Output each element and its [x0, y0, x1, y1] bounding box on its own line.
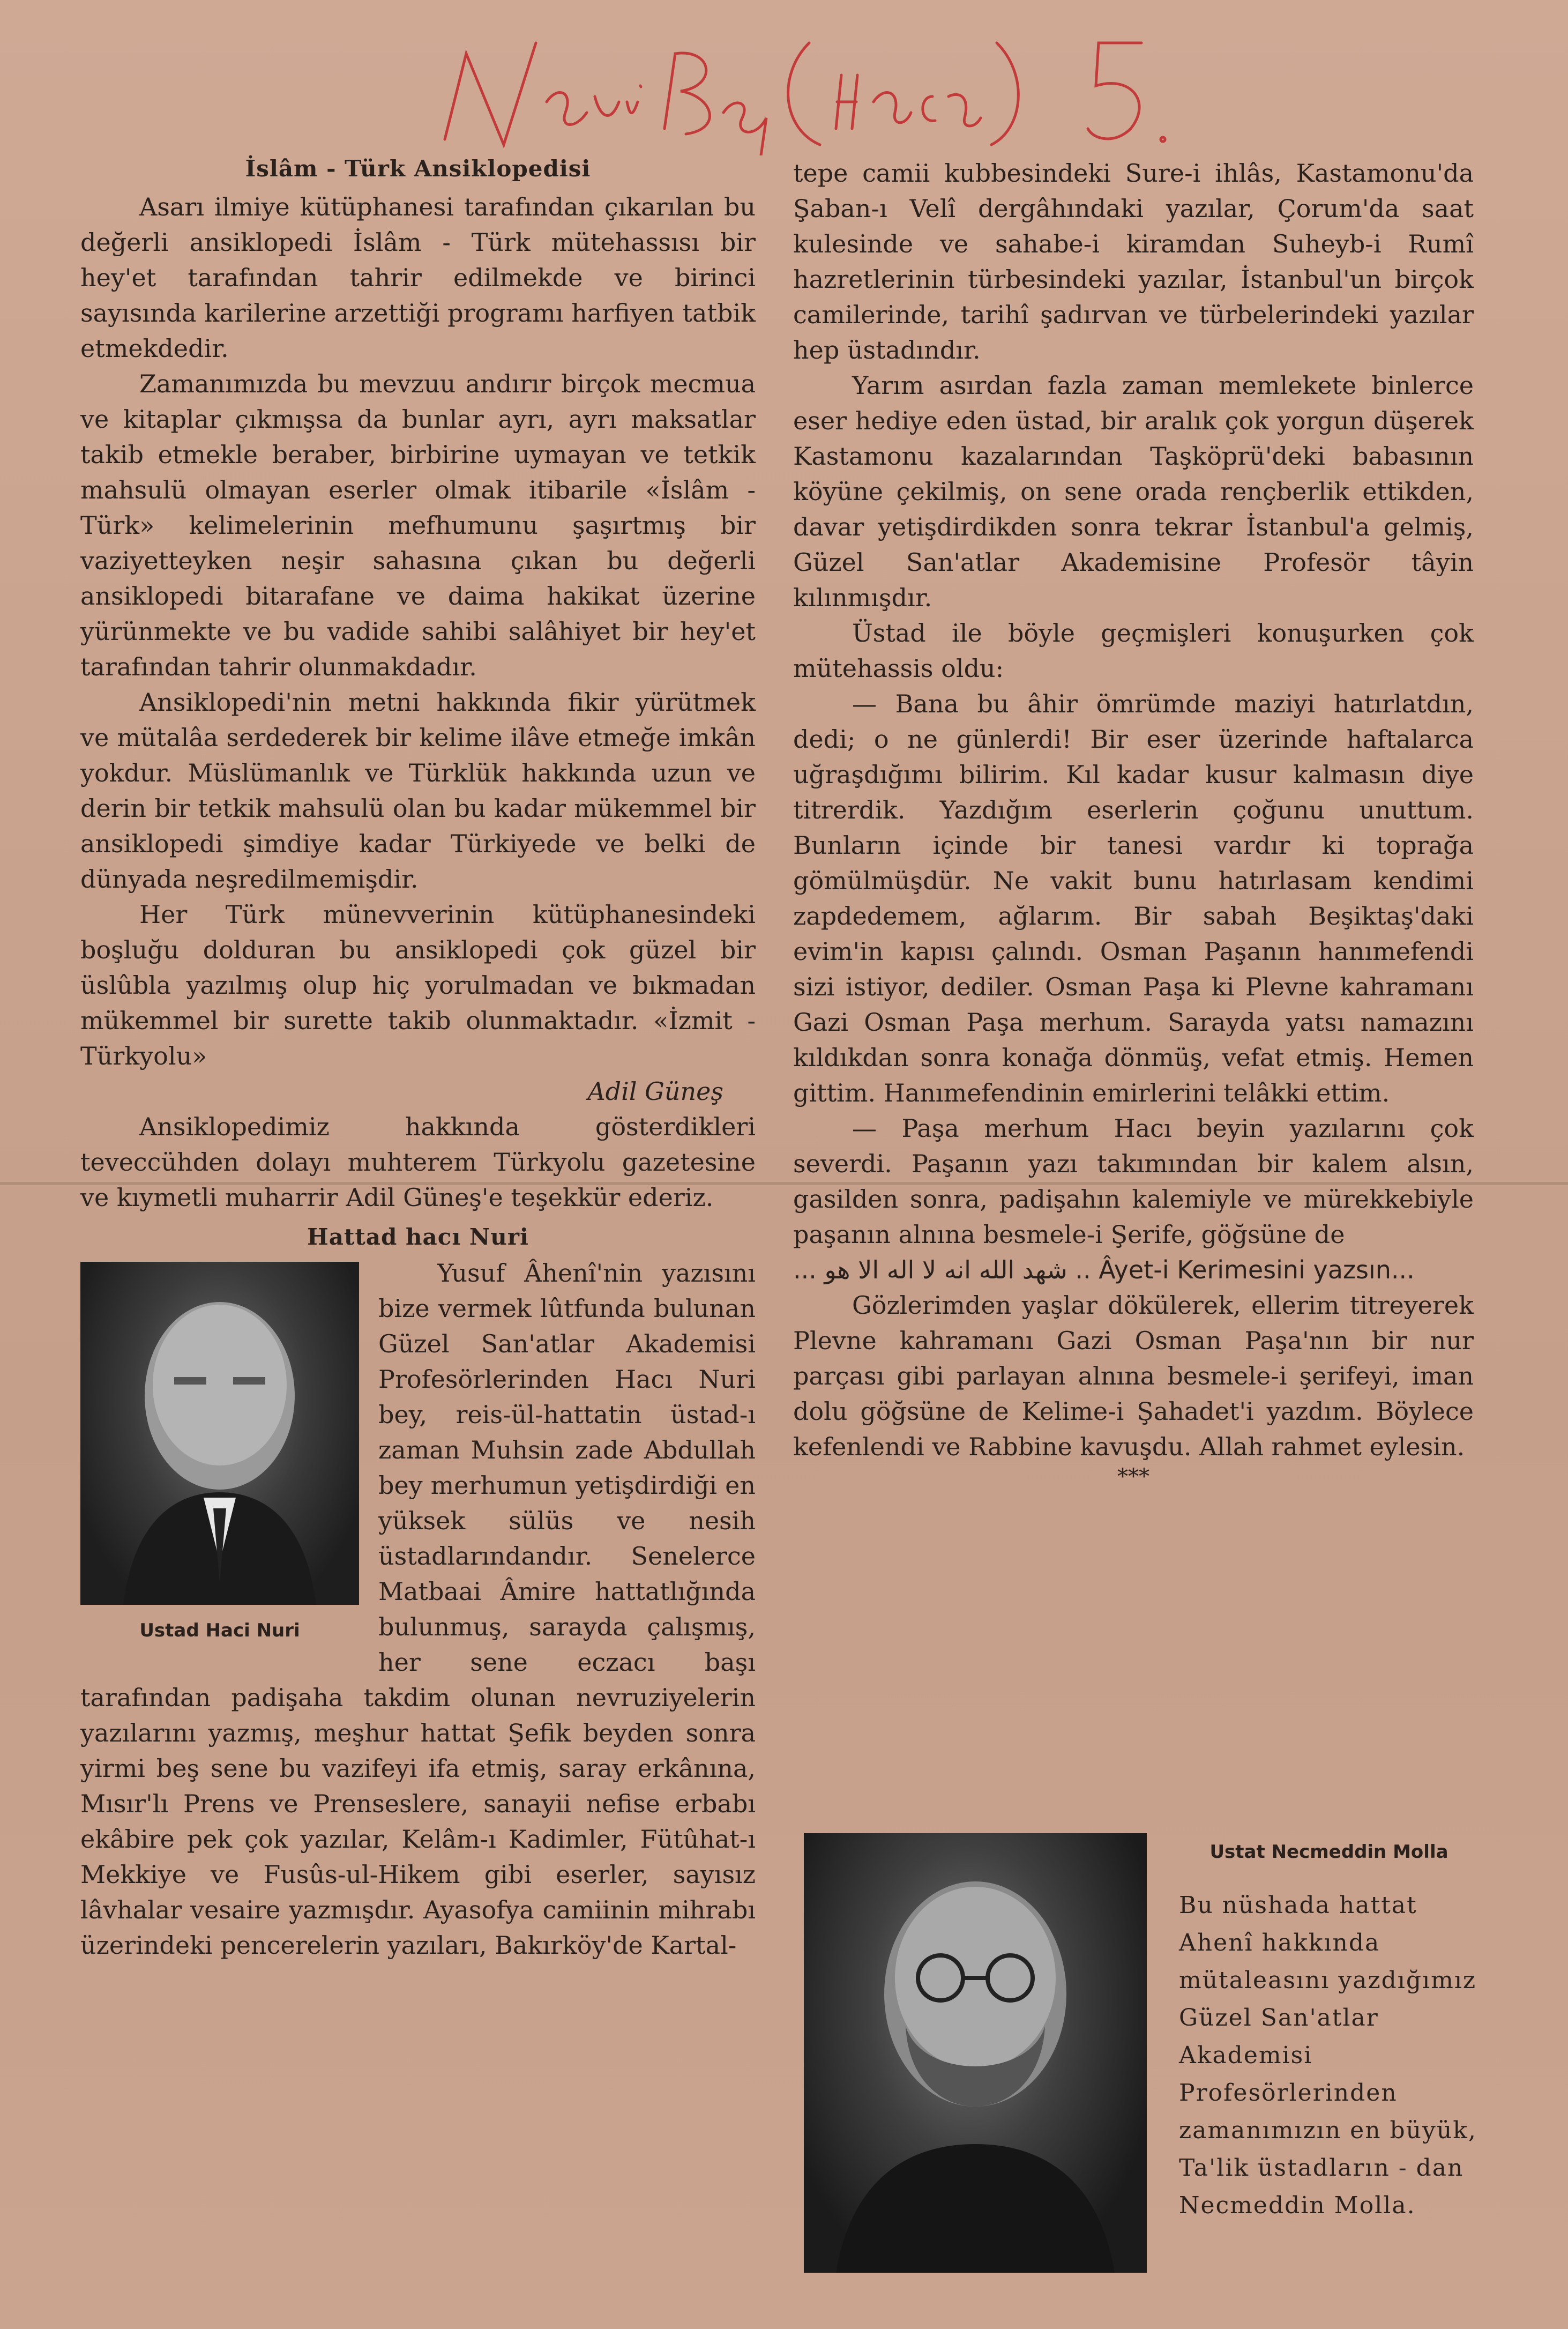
right-paragraph-5: — Paşa merhum Hacı beyin yazılarını çok severdi. Paşanın yazı takımından bir kalem alsın, gasilden sonra, padişahın kalemiyle ve mürekkebiyle paşanın alnına besmele-i Şerife, göğsüne de — [793, 1114, 1474, 1249]
left-column — [80, 155, 756, 1963]
portrait-illustration-2 — [804, 1833, 1147, 2273]
headline-islam-turk-ansiklopedisi: İslâm - Türk Ansiklopedisi — [245, 155, 591, 182]
right-paragraph-1: tepe camii kubbesindeki Sure-i ihlâs, Kastamonu'da Şaban-ı Velî dergâhındaki yazılar, Çorum'da saat kulesinde ve sahabe-i kiramdan Suheyb-i Rumî hazretlerinin türbesindeki yazılar, İstanbul'un birçok camilerinde, tarihî şadırvan ve türbelerindeki yazılar hep üstadındır. — [793, 159, 1474, 364]
editor-note: Ansiklopedimiz hakkında gösterdikleri teveccühden dolayı muhterem Türkyolu gazetesine ve kıymetli muharrir Adil Güneş'e teşekkür ederiz. — [80, 1112, 756, 1212]
portrait-illustration — [80, 1262, 359, 1605]
photo-haci-nuri — [80, 1262, 359, 1605]
paragraph-1: Asarı ilmiye kütüphanesi tarafından çıkarılan bu değerli ansiklopedi İslâm - Türk mütehassısı bir hey'et tarafından tahrir edilmekde ve birinci sayısında karilerine arzettiği programı harfiyen tatbik etmekdedir. — [80, 192, 756, 363]
section-separator: *** — [1117, 1464, 1149, 1489]
photo-necmeddin-molla — [804, 1833, 1147, 2273]
handwritten-note — [434, 21, 1184, 155]
right-paragraph-3: Üstad ile böyle geçmişleri konuşurken çok mütehassis oldu: — [793, 619, 1474, 683]
right-paragraph-4: — Bana bu âhir ömrümde maziyi hatırlatdın, dedi; o ne günlerdi! Bir eser üzerinde haftalarca uğraşdığımı bilirim. Kıl kadar kusur kalmasın diye titrerdik. Yazdığım eserlerin çoğunu unuttum. Bunların içinde bir tanesi vardır ki toprağa gömülmüşdür. Ne vakit bunu hatırlasam kendimi zapdedemem, ağlarım. Bir sabah Beşiktaş'daki evim'in kapısı çalındı. Osman Paşanın hanımefendi sizi istiyor, dediler. Osman Paşa ki Plevne kahramanı Gazi Osman Paşa merhum. Sarayda yatsı namazını kıldıkdan sonra konağa dönmüş, vefat etmiş. Hemen gittim. Hanımefendinin emirlerini telâkki ettim. — [793, 689, 1474, 1107]
subhead-hattad-haci-nuri: Hattad hacı Nuri — [307, 1224, 529, 1250]
right-paragraph-2: Yarım asırdan fazla zaman memlekete binlerce eser hediye eden üstad, bir aralık çok yorgun düşerek Kastamonu kazalarından Taşköprü'deki babasının köyüne çekilmiş, on sene orada rençberlik ettikden, davar yetişdirdikden sonra tekrar İstanbul'a gelmiş, Güzel San'atlar Akademisine Profesör tâyin kılınmışdır. — [793, 371, 1474, 612]
article-haci-nuri: Yusuf Âhenî'nin yazısını bize vermek lûtfunda bulunan Güzel San'atlar Akademisi Profesörlerinden Hacı Nuri bey, reis-ül-hattatin üstad-ı zaman Muhsin zade Abdullah bey merhumun yetişdirdiği en yüksek sülüs ve nesih üstadlarındandır. Senelerce Matbaai Âmire hattatlığında bulunmuş, sarayda çalışmış, her sene eczacı başı tarafından padişaha takdim olunan nevruziyelerin yazılarını yazmış, meşhur hattat Şefik beyden sonra yirmi beş sene bu vazifeyi ifa etmiş, saray erkânına, Mısır'lı Prens ve Prenseslere, sanayii nefise erbabı ekâbire pek çok yazılar, Kelâm-ı Kadimler, Fütûhat-ı Mekkiye ve Fusûs-ul-Hikem gibi eserler, sayısız lâvhalar vesaire yazmışdır. Ayasofya camiinin mihrabı üzerindeki pencerelerin yazıları, Bakırköy'de Kartal- — [80, 1259, 756, 1960]
portrait-haci-nuri — [80, 1262, 359, 1641]
quranic-verse-line: ... شهد الله انه لا اله الا هو .. Âyet-i Kerimesini yazsın... — [793, 1255, 1415, 1284]
paragraph-4: Her Türk münevverinin kütüphanesindeki boşluğu dolduran bu ansiklopedi çok güzel bir üslûbla yazılmış olup hiç yorulmadan ve bıkmadan mükemmel bir surette takib olunmaktadır. «İzmit - Türkyolu» — [80, 900, 756, 1070]
right-paragraph-7: Gözlerimden yaşlar dökülerek, ellerim titreyerek Plevne kahramanı Gazi Osman Paşa'nın bir nur parçası gibi parlayan alnına besmele-i şerifeyi, iman dolu göğsüne de Kelime-i Şahadet'i yazdım. Böylece kefenlendi ve Rabbine kavuşdu. Allah rahmet eylesin. — [793, 1291, 1474, 1461]
caption-haci-nuri: Ustad Haci Nuri — [139, 1620, 300, 1641]
paragraph-2: Zamanımızda bu mevzuu andırır birçok mecmua ve kitaplar çıkmışsa da bunlar ayrı, ayrı maksatlar takib etmekle beraber, birbirine uymayan ve tetkik mahsulü olmayan eserler olmak itibarile «İslâm - Türk» kelimelerinin mefhumunu şaşırtmış bir vaziyetteyken neşir sahasına çıkan bu değerli ansiklopedi bitarafane ve daima hakikat üzerine yürünmekte ve bu vadide sahibi salâhiyet bir hey'et tarafından tahrir olunmakdadır. — [80, 369, 756, 681]
right-column — [793, 155, 1474, 1489]
author-signature: Adil Güneş — [587, 1077, 723, 1106]
necmeddin-molla-note: Bu nüshada hattat Ahenî hakkında mütaleasını yazdığımız Güzel San'atlar Akademisi Profesörlerinden zamanımızın en büyük, Ta'lik üstadların - dan Necmeddin Molla. — [1179, 1892, 1477, 2219]
paragraph-3: Ansiklopedi'nin metni hakkında fikir yürütmek ve mütalâa serdederek bir kelime ilâve etmeğe imkân yokdur. Müslümanlık ve Türklük hakkında uzun ve derin bir tetkik mahsulü olan bu kadar mükemmel bir ansiklopedi şimdiye kadar Türkiyede ve belki de dünyada neşredilmemişdir. — [80, 688, 756, 894]
caption-necmeddin-molla: Ustat Necmeddin Molla — [1209, 1841, 1448, 1863]
